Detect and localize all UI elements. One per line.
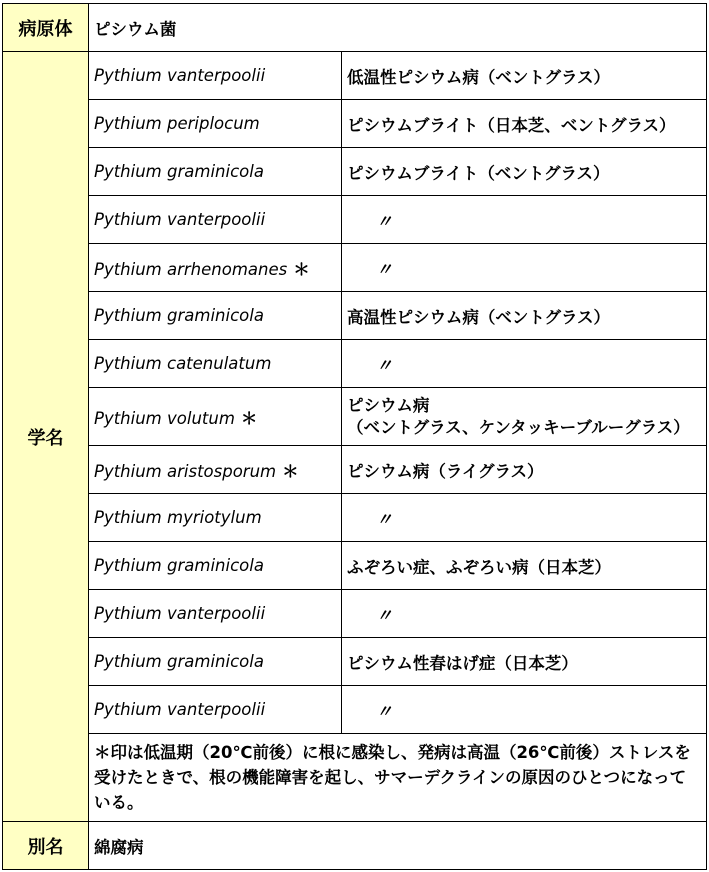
species-name: Pythium arrhenomanes: [94, 259, 288, 279]
scientific-name-row: [3, 196, 707, 244]
disease-name: ピシウム性春はげ症（日本芝）: [342, 638, 707, 686]
ditto-mark: 〃: [342, 590, 707, 638]
species-name: Pythium graminicola: [94, 556, 264, 575]
species-name-cell: [89, 292, 342, 340]
scientific-name-row: [3, 686, 707, 734]
species-name: Pythium vanterpoolii: [94, 700, 266, 719]
ditto-mark: 〃: [342, 244, 707, 292]
pathogen-value: ピシウム菌: [89, 4, 707, 52]
disease-name: ピシウムブライト（ベントグラス）: [342, 148, 707, 196]
scientific-name-row: [3, 100, 707, 148]
disease-name: 低温性ピシウム病（ベントグラス）: [342, 52, 707, 100]
disease-name: ふぞろい症、ふぞろい病（日本芝）: [342, 542, 707, 590]
species-name: Pythium aristosporum: [94, 461, 277, 481]
disease-name: ピシウムブライト（日本芝、ベントグラス）: [342, 100, 707, 148]
scientific-name-row: [3, 340, 707, 388]
pythium-info-table: [2, 3, 707, 870]
species-name-cell: [89, 52, 342, 100]
asterisk-mark: ＊: [240, 408, 258, 428]
scientific-name-row: [3, 292, 707, 340]
species-name: Pythium graminicola: [94, 306, 264, 325]
species-name: Pythium periplocum: [94, 114, 260, 133]
scientific-name-row: [3, 590, 707, 638]
note-row: [3, 734, 707, 822]
species-name: Pythium vanterpoolii: [94, 604, 266, 623]
species-name-cell: [89, 148, 342, 196]
species-name: Pythium graminicola: [94, 162, 264, 181]
disease-name: ピシウム病: [347, 395, 430, 415]
species-name-cell: [89, 494, 342, 542]
scientific-name-row: [3, 638, 707, 686]
species-name: Pythium myriotylum: [94, 508, 262, 527]
asterisk-mark: ＊: [282, 461, 299, 481]
scientific-name-row: [3, 542, 707, 590]
scientific-name-row: [3, 446, 707, 494]
species-name: Pythium volutum: [94, 408, 235, 428]
disease-host-list: （ベントグラス、ケンタッキーブルーグラス）: [347, 417, 690, 437]
pathogen-row: [3, 4, 707, 52]
species-name-cell: [89, 340, 342, 388]
species-name: Pythium vanterpoolii: [94, 66, 266, 85]
scientific-name-row: [3, 244, 707, 292]
ditto-mark: 〃: [342, 494, 707, 542]
pathogen-label: 病原体: [3, 4, 89, 52]
species-name-cell: [89, 388, 342, 446]
alias-value: 綿腐病: [89, 822, 707, 870]
disease-name: 高温性ピシウム病（ベントグラス）: [342, 292, 707, 340]
disease-name-cell: [342, 388, 707, 446]
species-name-cell: [89, 686, 342, 734]
scientific-name-row: [3, 494, 707, 542]
ditto-mark: 〃: [342, 196, 707, 244]
disease-name: ピシウム病（ライグラス）: [342, 446, 707, 494]
species-name-cell: [89, 100, 342, 148]
scientific-name-row: [3, 148, 707, 196]
species-name-cell: [89, 590, 342, 638]
asterisk-mark: ＊: [293, 259, 310, 279]
scientific-name-row: [3, 52, 707, 100]
scientific-name-label: 学名: [3, 52, 89, 822]
asterisk-note: ＊印は低温期（20℃前後）に根に感染し、発病は高温（26℃前後）ストレスを受けたときで、根の機能障害を起し、サマーデクラインの原因のひとつになっている。: [89, 734, 707, 822]
species-name-cell: [89, 542, 342, 590]
alias-label: 別名: [3, 822, 89, 870]
species-name: Pythium catenulatum: [94, 354, 272, 373]
ditto-mark: 〃: [342, 340, 707, 388]
species-name: Pythium graminicola: [94, 652, 264, 671]
ditto-mark: 〃: [342, 686, 707, 734]
species-name: Pythium vanterpoolii: [94, 210, 266, 229]
species-name-cell: [89, 638, 342, 686]
species-name-cell: [89, 244, 342, 292]
scientific-name-row: [3, 388, 707, 446]
alias-row: [3, 822, 707, 870]
species-name-cell: [89, 446, 342, 494]
species-name-cell: [89, 196, 342, 244]
